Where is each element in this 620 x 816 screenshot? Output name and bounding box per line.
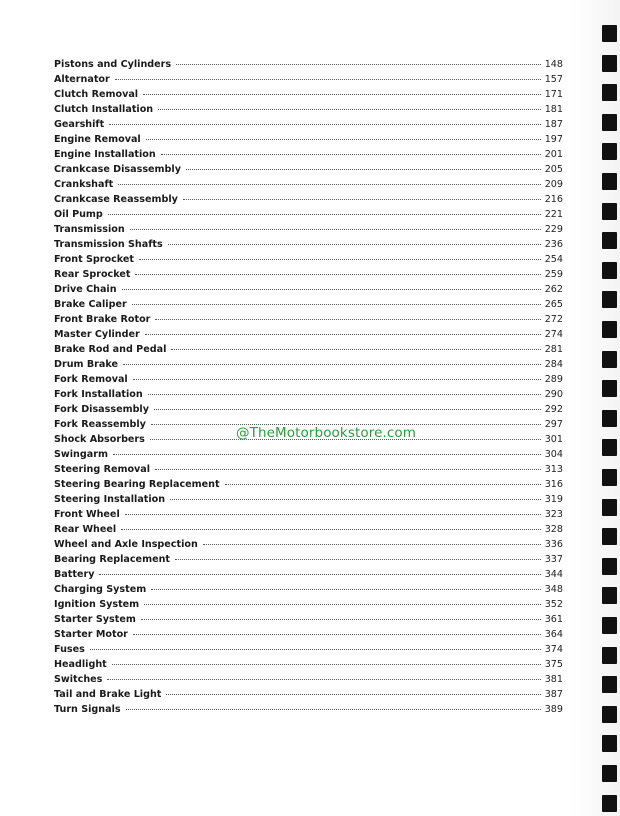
toc-entry xyxy=(54,702,563,717)
dot-leader xyxy=(108,214,541,215)
toc-entry xyxy=(54,582,563,597)
toc-entry-page-number: 201 xyxy=(544,149,563,160)
toc-entry xyxy=(54,537,563,552)
toc-entry-page-number: 272 xyxy=(544,314,563,325)
toc-entry-title: Engine Removal xyxy=(54,134,141,145)
dot-leader xyxy=(141,619,541,620)
toc-entry-title: Master Cylinder xyxy=(54,329,140,340)
toc-entry-page-number: 301 xyxy=(544,434,563,445)
dot-leader xyxy=(90,649,541,650)
dot-leader xyxy=(203,544,541,545)
dot-leader xyxy=(99,574,540,575)
toc-entry xyxy=(54,57,563,72)
toc-entry-title: Front Wheel xyxy=(54,509,120,520)
toc-entry xyxy=(54,267,563,282)
toc-entry-page-number: 281 xyxy=(544,344,563,355)
binding-hole xyxy=(602,439,617,456)
toc-entry-page-number: 313 xyxy=(544,464,563,475)
toc-entry xyxy=(54,147,563,162)
toc-entry-title: Front Brake Rotor xyxy=(54,314,151,325)
toc-entry-page-number: 148 xyxy=(544,59,563,70)
toc-entry-page-number: 304 xyxy=(544,449,563,460)
dot-leader xyxy=(170,499,541,500)
toc-entry-title: Pistons and Cylinders xyxy=(54,59,172,70)
toc-entry-title: Charging System xyxy=(54,584,147,595)
binding-hole xyxy=(602,795,617,812)
toc-entry-page-number: 323 xyxy=(544,509,563,520)
toc-entry-title: Drum Brake xyxy=(54,359,119,370)
dot-leader xyxy=(171,349,540,350)
toc-entry xyxy=(54,282,563,297)
toc-entry-title: Starter System xyxy=(54,614,136,625)
toc-entry xyxy=(54,462,563,477)
toc-entry-title: Steering Installation xyxy=(54,494,166,505)
toc-entry-title: Ignition System xyxy=(54,599,140,610)
dot-leader xyxy=(155,319,540,320)
toc-entry xyxy=(54,87,563,102)
toc-entry-page-number: 254 xyxy=(544,254,563,265)
toc-entry-title: Clutch Removal xyxy=(54,89,139,100)
toc-entry-title: Battery xyxy=(54,569,95,580)
toc-entry xyxy=(54,252,563,267)
dot-leader xyxy=(125,514,541,515)
toc-entry xyxy=(54,612,563,627)
toc-entry-title: Brake Rod and Pedal xyxy=(54,344,167,355)
toc-entry-title: Rear Sprocket xyxy=(54,269,131,280)
toc-entry xyxy=(54,387,563,402)
toc-entry-title: Engine Installation xyxy=(54,149,156,160)
toc-entry-title: Oil Pump xyxy=(54,209,103,220)
dot-leader xyxy=(155,469,541,470)
toc-entry xyxy=(54,342,563,357)
dot-leader xyxy=(161,154,541,155)
dot-leader xyxy=(123,364,541,365)
toc-entry xyxy=(54,522,563,537)
dot-leader xyxy=(144,604,541,605)
toc-entry-title: Fork Removal xyxy=(54,374,128,385)
binding-hole xyxy=(602,528,617,545)
toc-entry-page-number: 274 xyxy=(544,329,563,340)
toc-entry-title: Clutch Installation xyxy=(54,104,154,115)
toc-entry-title: Steering Bearing Replacement xyxy=(54,479,220,490)
watermark: @TheMotorbookstore.com xyxy=(236,425,416,441)
toc-entry-title: Crankcase Disassembly xyxy=(54,164,181,175)
dot-leader xyxy=(112,664,541,665)
dot-leader xyxy=(176,64,541,65)
toc-entry xyxy=(54,192,563,207)
toc-entry-page-number: 336 xyxy=(544,539,563,550)
toc-entry-page-number: 292 xyxy=(544,404,563,415)
toc-entry-page-number: 197 xyxy=(544,134,563,145)
toc-entry-page-number: 328 xyxy=(544,524,563,535)
dot-leader xyxy=(115,79,541,80)
toc-entry xyxy=(54,552,563,567)
toc-entry-title: Fork Reassembly xyxy=(54,419,146,430)
toc-entry-page-number: 319 xyxy=(544,494,563,505)
dot-leader xyxy=(122,289,541,290)
toc-entry-page-number: 337 xyxy=(544,554,563,565)
dot-leader xyxy=(225,484,541,485)
dot-leader xyxy=(139,259,541,260)
toc-entry-page-number: 284 xyxy=(544,359,563,370)
toc-entry-title: Brake Caliper xyxy=(54,299,127,310)
toc-entry-title: Fork Installation xyxy=(54,389,143,400)
dot-leader xyxy=(148,394,541,395)
toc-entry-page-number: 364 xyxy=(544,629,563,640)
toc-entry-page-number: 289 xyxy=(544,374,563,385)
toc-entry-title: Headlight xyxy=(54,659,107,670)
toc-entry-page-number: 229 xyxy=(544,224,563,235)
toc-entry-title: Shock Absorbers xyxy=(54,434,145,445)
toc-entry-title: Steering Removal xyxy=(54,464,151,475)
toc-entry-page-number: 316 xyxy=(544,479,563,490)
toc-entry-page-number: 361 xyxy=(544,614,563,625)
binding-hole xyxy=(602,469,617,486)
dot-leader xyxy=(151,589,540,590)
toc-entry-page-number: 216 xyxy=(544,194,563,205)
binding-hole xyxy=(602,647,617,664)
dot-leader xyxy=(126,709,541,710)
binding-hole xyxy=(602,84,617,101)
toc-entry xyxy=(54,207,563,222)
binding-hole xyxy=(602,706,617,723)
binding-hole xyxy=(602,203,617,220)
binding-hole xyxy=(602,558,617,575)
toc-entry xyxy=(54,312,563,327)
toc-entry xyxy=(54,687,563,702)
binding-hole xyxy=(602,25,617,42)
dot-leader xyxy=(183,199,541,200)
toc-entry-title: Alternator xyxy=(54,74,110,85)
toc-entry xyxy=(54,567,563,582)
binding-hole xyxy=(602,410,617,427)
binding-hole xyxy=(602,291,617,308)
toc-entry-title: Gearshift xyxy=(54,119,105,130)
toc-entry-page-number: 348 xyxy=(544,584,563,595)
toc-entry-title: Wheel and Axle Inspection xyxy=(54,539,198,550)
dot-leader xyxy=(146,139,541,140)
toc-entry-title: Bearing Replacement xyxy=(54,554,170,565)
toc-entry-page-number: 344 xyxy=(544,569,563,580)
toc-entry xyxy=(54,642,563,657)
dot-leader xyxy=(121,529,541,530)
toc-entry-page-number: 381 xyxy=(544,674,563,685)
toc-entry xyxy=(54,357,563,372)
toc-entry-page-number: 265 xyxy=(544,299,563,310)
toc-entry-title: Transmission xyxy=(54,224,125,235)
binding-hole xyxy=(602,765,617,782)
dot-leader xyxy=(158,109,541,110)
toc-entry xyxy=(54,162,563,177)
toc-entry-page-number: 157 xyxy=(544,74,563,85)
toc-entry-page-number: 375 xyxy=(544,659,563,670)
dot-leader xyxy=(113,454,541,455)
toc-entry-page-number: 290 xyxy=(544,389,563,400)
toc-entry-title: Switches xyxy=(54,674,103,685)
toc-entry-page-number: 352 xyxy=(544,599,563,610)
dot-leader xyxy=(130,229,541,230)
toc-entry xyxy=(54,477,563,492)
toc-entry xyxy=(54,222,563,237)
dot-leader xyxy=(135,274,540,275)
dot-leader xyxy=(109,124,541,125)
toc-entry xyxy=(54,372,563,387)
toc-entry-title: Fork Disassembly xyxy=(54,404,149,415)
toc-entry-title: Crankcase Reassembly xyxy=(54,194,178,205)
toc-entry xyxy=(54,492,563,507)
toc-entry-page-number: 171 xyxy=(544,89,563,100)
binding-hole xyxy=(602,262,617,279)
toc-entry-title: Drive Chain xyxy=(54,284,117,295)
spiral-binding xyxy=(597,0,620,816)
toc-entry-page-number: 209 xyxy=(544,179,563,190)
dot-leader xyxy=(107,679,540,680)
toc-entry-title: Tail and Brake Light xyxy=(54,689,162,700)
toc-entry xyxy=(54,402,563,417)
toc-entry xyxy=(54,297,563,312)
dot-leader xyxy=(133,379,541,380)
binding-hole xyxy=(602,114,617,131)
toc-entry xyxy=(54,657,563,672)
binding-hole xyxy=(602,735,617,752)
toc-entry-page-number: 387 xyxy=(544,689,563,700)
toc-entry xyxy=(54,132,563,147)
toc-entry xyxy=(54,72,563,87)
binding-hole xyxy=(602,321,617,338)
toc-entry-title: Swingarm xyxy=(54,449,108,460)
dot-leader xyxy=(145,334,541,335)
toc-entry xyxy=(54,237,563,252)
toc-entry-page-number: 221 xyxy=(544,209,563,220)
dot-leader xyxy=(154,409,541,410)
toc-entry xyxy=(54,597,563,612)
toc-entry-page-number: 205 xyxy=(544,164,563,175)
binding-hole xyxy=(602,380,617,397)
toc-entry-page-number: 187 xyxy=(544,119,563,130)
toc-entry xyxy=(54,102,563,117)
dot-leader xyxy=(132,304,541,305)
toc-entry xyxy=(54,177,563,192)
binding-hole xyxy=(602,587,617,604)
toc-entry-page-number: 259 xyxy=(544,269,563,280)
dot-leader xyxy=(175,559,541,560)
table-of-contents xyxy=(54,57,563,717)
toc-entry-title: Front Sprocket xyxy=(54,254,135,265)
toc-entry xyxy=(54,627,563,642)
binding-hole xyxy=(602,143,617,160)
toc-entry-title: Transmission Shafts xyxy=(54,239,163,250)
binding-hole xyxy=(602,617,617,634)
binding-hole xyxy=(602,499,617,516)
toc-entry-title: Turn Signals xyxy=(54,704,121,715)
dot-leader xyxy=(133,634,541,635)
toc-entry-title: Crankshaft xyxy=(54,179,114,190)
toc-entry xyxy=(54,117,563,132)
dot-leader xyxy=(166,694,540,695)
toc-entry xyxy=(54,672,563,687)
toc-entry-page-number: 181 xyxy=(544,104,563,115)
toc-entry xyxy=(54,447,563,462)
binding-hole xyxy=(602,55,617,72)
toc-entry-title: Rear Wheel xyxy=(54,524,117,535)
dot-leader xyxy=(186,169,541,170)
toc-entry-page-number: 262 xyxy=(544,284,563,295)
dot-leader xyxy=(143,94,541,95)
dot-leader xyxy=(168,244,541,245)
binding-hole xyxy=(602,173,617,190)
toc-entry xyxy=(54,327,563,342)
toc-entry-page-number: 236 xyxy=(544,239,563,250)
binding-hole xyxy=(602,351,617,368)
toc-entry-title: Fuses xyxy=(54,644,85,655)
toc-entry-page-number: 389 xyxy=(544,704,563,715)
toc-entry-title: Starter Motor xyxy=(54,629,128,640)
toc-entry xyxy=(54,507,563,522)
binding-hole xyxy=(602,676,617,693)
toc-entry-page-number: 297 xyxy=(544,419,563,430)
toc-entry-page-number: 374 xyxy=(544,644,563,655)
binding-hole xyxy=(602,232,617,249)
dot-leader xyxy=(118,184,540,185)
